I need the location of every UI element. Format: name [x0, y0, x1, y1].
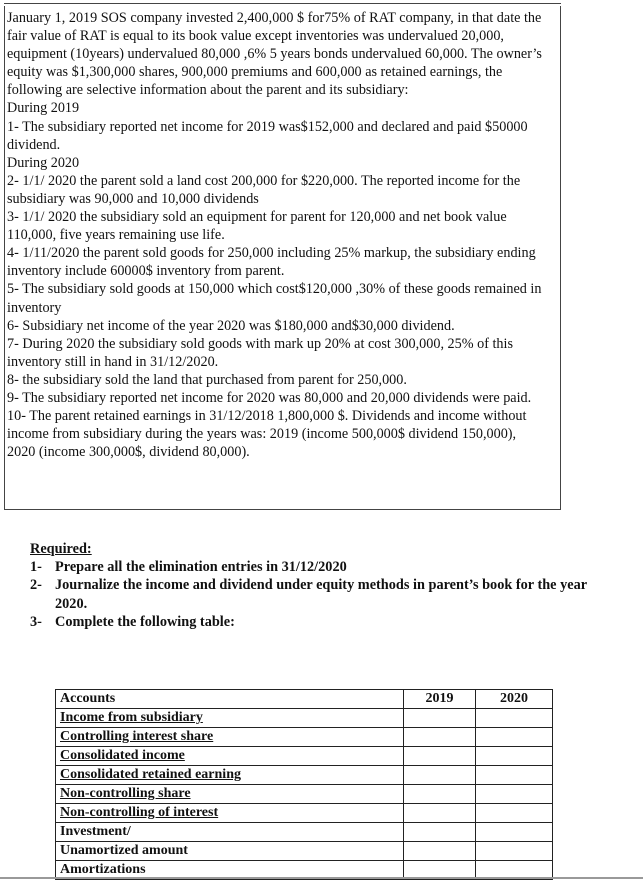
cell-2019[interactable]: [404, 785, 476, 804]
required-item-text: Prepare all the elimination entries in 31/12/2020: [55, 559, 347, 576]
info-item-4: 4- 1/11/2020 the parent sold goods for 250,000 including 25% markup, the subsidiary ending inventory include 60000$ inventory from parent.: [7, 245, 536, 280]
table-row: [56, 728, 553, 747]
cell-2019[interactable]: [404, 747, 476, 766]
table-row: [56, 785, 553, 804]
cell-2020[interactable]: [476, 766, 553, 785]
info-item-8: 8- the subsidiary sold the land that purchased from parent for 250,000.: [7, 371, 407, 388]
cell-2020[interactable]: [476, 709, 553, 728]
cell-2019[interactable]: [404, 804, 476, 823]
table-row: [56, 842, 553, 861]
header-2020: 2020: [476, 690, 553, 709]
section-heading-2019: During 2019: [7, 100, 80, 117]
header-accounts: Accounts: [56, 690, 404, 709]
cell-2019[interactable]: [404, 842, 476, 861]
info-item-9: 9- The subsidiary reported net income for 2020 was 80,000 and 20,000 dividends were paid.: [7, 389, 532, 406]
info-item-6: 6- Subsidiary net income of the year 2020 was $180,000 and$30,000 dividend.: [7, 317, 455, 334]
info-item-7: 7- During 2020 the subsidiary sold goods with mark up 20% at cost 300,000, 25% of this inventory still in hand in 31/12/2020.: [7, 335, 513, 370]
row-label: Investment/: [56, 823, 404, 842]
row-label: Income from subsidiary: [56, 709, 404, 728]
cell-2019[interactable]: [404, 766, 476, 785]
accounts-table: [55, 689, 553, 880]
required-item-text: Journalize the income and dividend under equity methods in parent’s book for the year 2020.: [55, 577, 587, 612]
section-heading-2020: During 2020: [7, 154, 80, 171]
table-header-row: [56, 690, 553, 709]
row-label: Consolidated retained earning: [56, 766, 404, 785]
table-row: [56, 766, 553, 785]
table-row: [56, 709, 553, 728]
required-item-2: [30, 576, 590, 612]
info-item-2: 2- 1/1/ 2020 the parent sold a land cost 200,000 for $220,000. The reported income for the subsidiary was 90,000 and 10,000 dividends: [7, 172, 521, 207]
cell-2020[interactable]: [476, 785, 553, 804]
row-label: Controlling interest share: [56, 728, 404, 747]
cell-2019[interactable]: [404, 728, 476, 747]
cell-2020[interactable]: [476, 823, 553, 842]
required-item-number: 3-: [30, 613, 42, 630]
required-item-1: [30, 558, 590, 576]
row-label: Consolidated income: [56, 747, 404, 766]
cell-2020[interactable]: [476, 728, 553, 747]
top-rule: [4, 3, 561, 4]
problem-statement-box: [4, 6, 561, 510]
row-label: Unamortized amount: [56, 842, 404, 861]
row-label: Amortizations: [56, 861, 404, 880]
info-item-3: 3- 1/1/ 2020 the subsidiary sold an equipment for parent for 120,000 and net book value 110,000, five years remaining use life.: [7, 209, 507, 244]
info-item-5: 5- The subsidiary sold goods at 150,000 which cost$120,000 ,30% of these goods remained in inventory: [7, 281, 542, 316]
required-item-number: 1-: [30, 559, 42, 576]
required-list: [30, 558, 590, 631]
header-2019: 2019: [404, 690, 476, 709]
row-label: Non-controlling share: [56, 785, 404, 804]
table-row: [56, 804, 553, 823]
cell-2019[interactable]: [404, 823, 476, 842]
bottom-rule: [0, 877, 643, 879]
required-title: Required:: [30, 541, 92, 557]
required-item-number: 2-: [30, 577, 42, 594]
table-row: [56, 747, 553, 766]
info-item-1: 1- The subsidiary reported net income for 2019 was$152,000 and declared and paid $50000 dividend.: [7, 118, 528, 153]
cell-2020[interactable]: [476, 842, 553, 861]
table-row: [56, 823, 553, 842]
intro-paragraph: January 1, 2019 SOS company invested 2,400,000 $ for75% of RAT company, in that date the fair value of RAT is equal to its book value except inventories was undervalued 20,000, equipment (10years) undervalued 80,000 ,6% 5 years bonds undervalued 60,000. The owner’s equity was $1,300,000 shares, 900,000 premiums and 600,000 as retained earnings, the following are selective information about the parent and its subsidiary:: [7, 10, 542, 99]
cell-2019[interactable]: [404, 709, 476, 728]
required-item-3: [30, 613, 590, 631]
cell-2020[interactable]: [476, 747, 553, 766]
row-label: Non-controlling of interest: [56, 804, 404, 823]
required-section: [30, 540, 590, 631]
required-item-text: Complete the following table:: [55, 613, 235, 630]
cell-2020[interactable]: [476, 804, 553, 823]
info-item-10: 10- The parent retained earnings in 31/12/2018 1,800,000 $. Dividends and income without income from subsidiary during the years was: 2019 (income 500,000$ dividend 150,000), 2020 (income 300,000$, dividend 80,000).: [7, 408, 527, 461]
